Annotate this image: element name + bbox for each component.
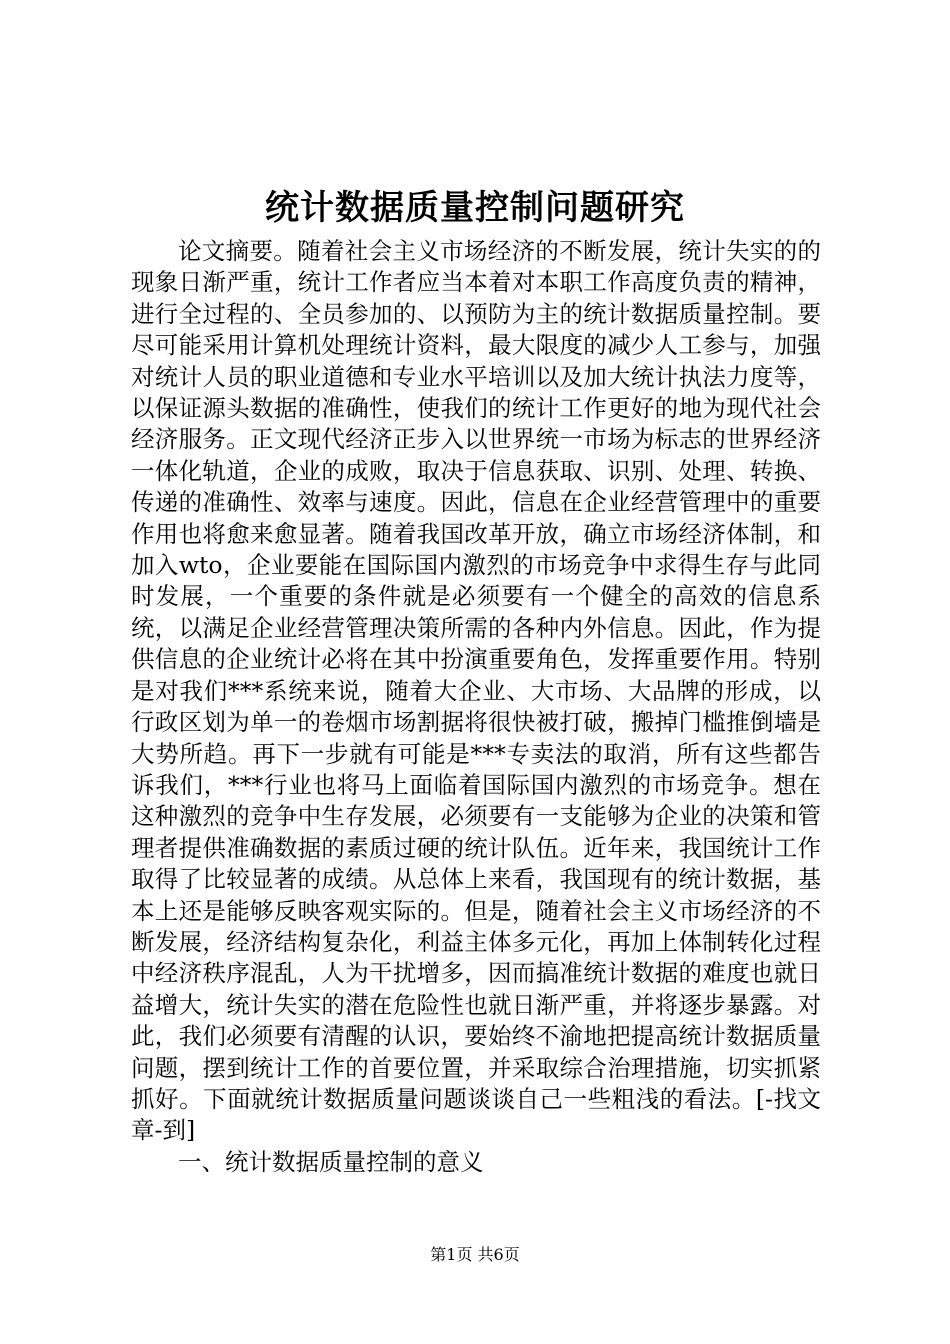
page-number: 第1页 共6页 bbox=[430, 1245, 520, 1264]
document-body bbox=[131, 236, 821, 1178]
document-title: 统计数据质量控制问题研究 bbox=[265, 188, 685, 228]
section-heading: 一、统计数据质量控制的意义 bbox=[178, 1147, 484, 1176]
abstract-paragraph: 论文摘要。随着社会主义市场经济的不断发展，统计失实的的现象日渐严重，统计工作者应当本着对本职工作高度负责的精神，进行全过程的、全员参加的、以预防为主的统计数据质量控制。要尽可能采用计算机处理统计资料，最大限度的减少人工参与，加强对统计人员的职业道德和专业水平培训以及加大统计执法力度等，以保证源头数据的准确性，使我们的统计工作更好的地为现代社会经济服务。正文现代经济正步入以世界统一市场为标志的世界经济一体化轨道，企业的成败，取决于信息获取、识别、处理、转换、传递的准确性、效率与速度。因此，信息在企业经营管理中的重要作用也将愈来愈显著。随着我国改革开放，确立市场经济体制，和加入wto，企业要能在国际国内激烈的市场竞争中求得生存与此同时发展，一个重要的条件就是必须要有一个健全的高效的信息系统，以满足企业经营管理决策所需的各种内外信息。因此，作为提供信息的企业统计必将在其中扮演重要角色，发挥重要作用。特别是对我们***系统来说，随着大企业、大市场、大品牌的形成，以行政区划为单一的卷烟市场割据将很快被打破，搬掉门槛推倒墙是大势所趋。再下一步就有可能是***专卖法的取消，所有这些都告诉我们，***行业也将马上面临着国际国内激烈的市场竞争。想在这种激烈的竞争中生存发展，必须要有一支能够为企业的决策和管理者提供准确数据的素质过硬的统计队伍。近年来，我国统计工作取得了比较显著的成绩。从总体上来看，我国现有的统计数据，基本上还是能够反映客观实际的。但是，随着社会主义市场经济的不断发展，经济结构复杂化，利益主体多元化，再加上体制转化过程中经济秩序混乱，人为干扰增多，因而搞准统计数据的难度也就日益增大，统计失实的潜在危险性也就日渐严重，并将逐步暴露。对此，我们必须要有清醒的认识，要始终不渝地把提高统计数据质量问题，摆到统计工作的首要位置，并采取综合治理措施，切实抓紧抓好。下面就统计数据质量问题谈谈自己一些粗浅的看法。[-找文章-到] bbox=[131, 237, 821, 1145]
